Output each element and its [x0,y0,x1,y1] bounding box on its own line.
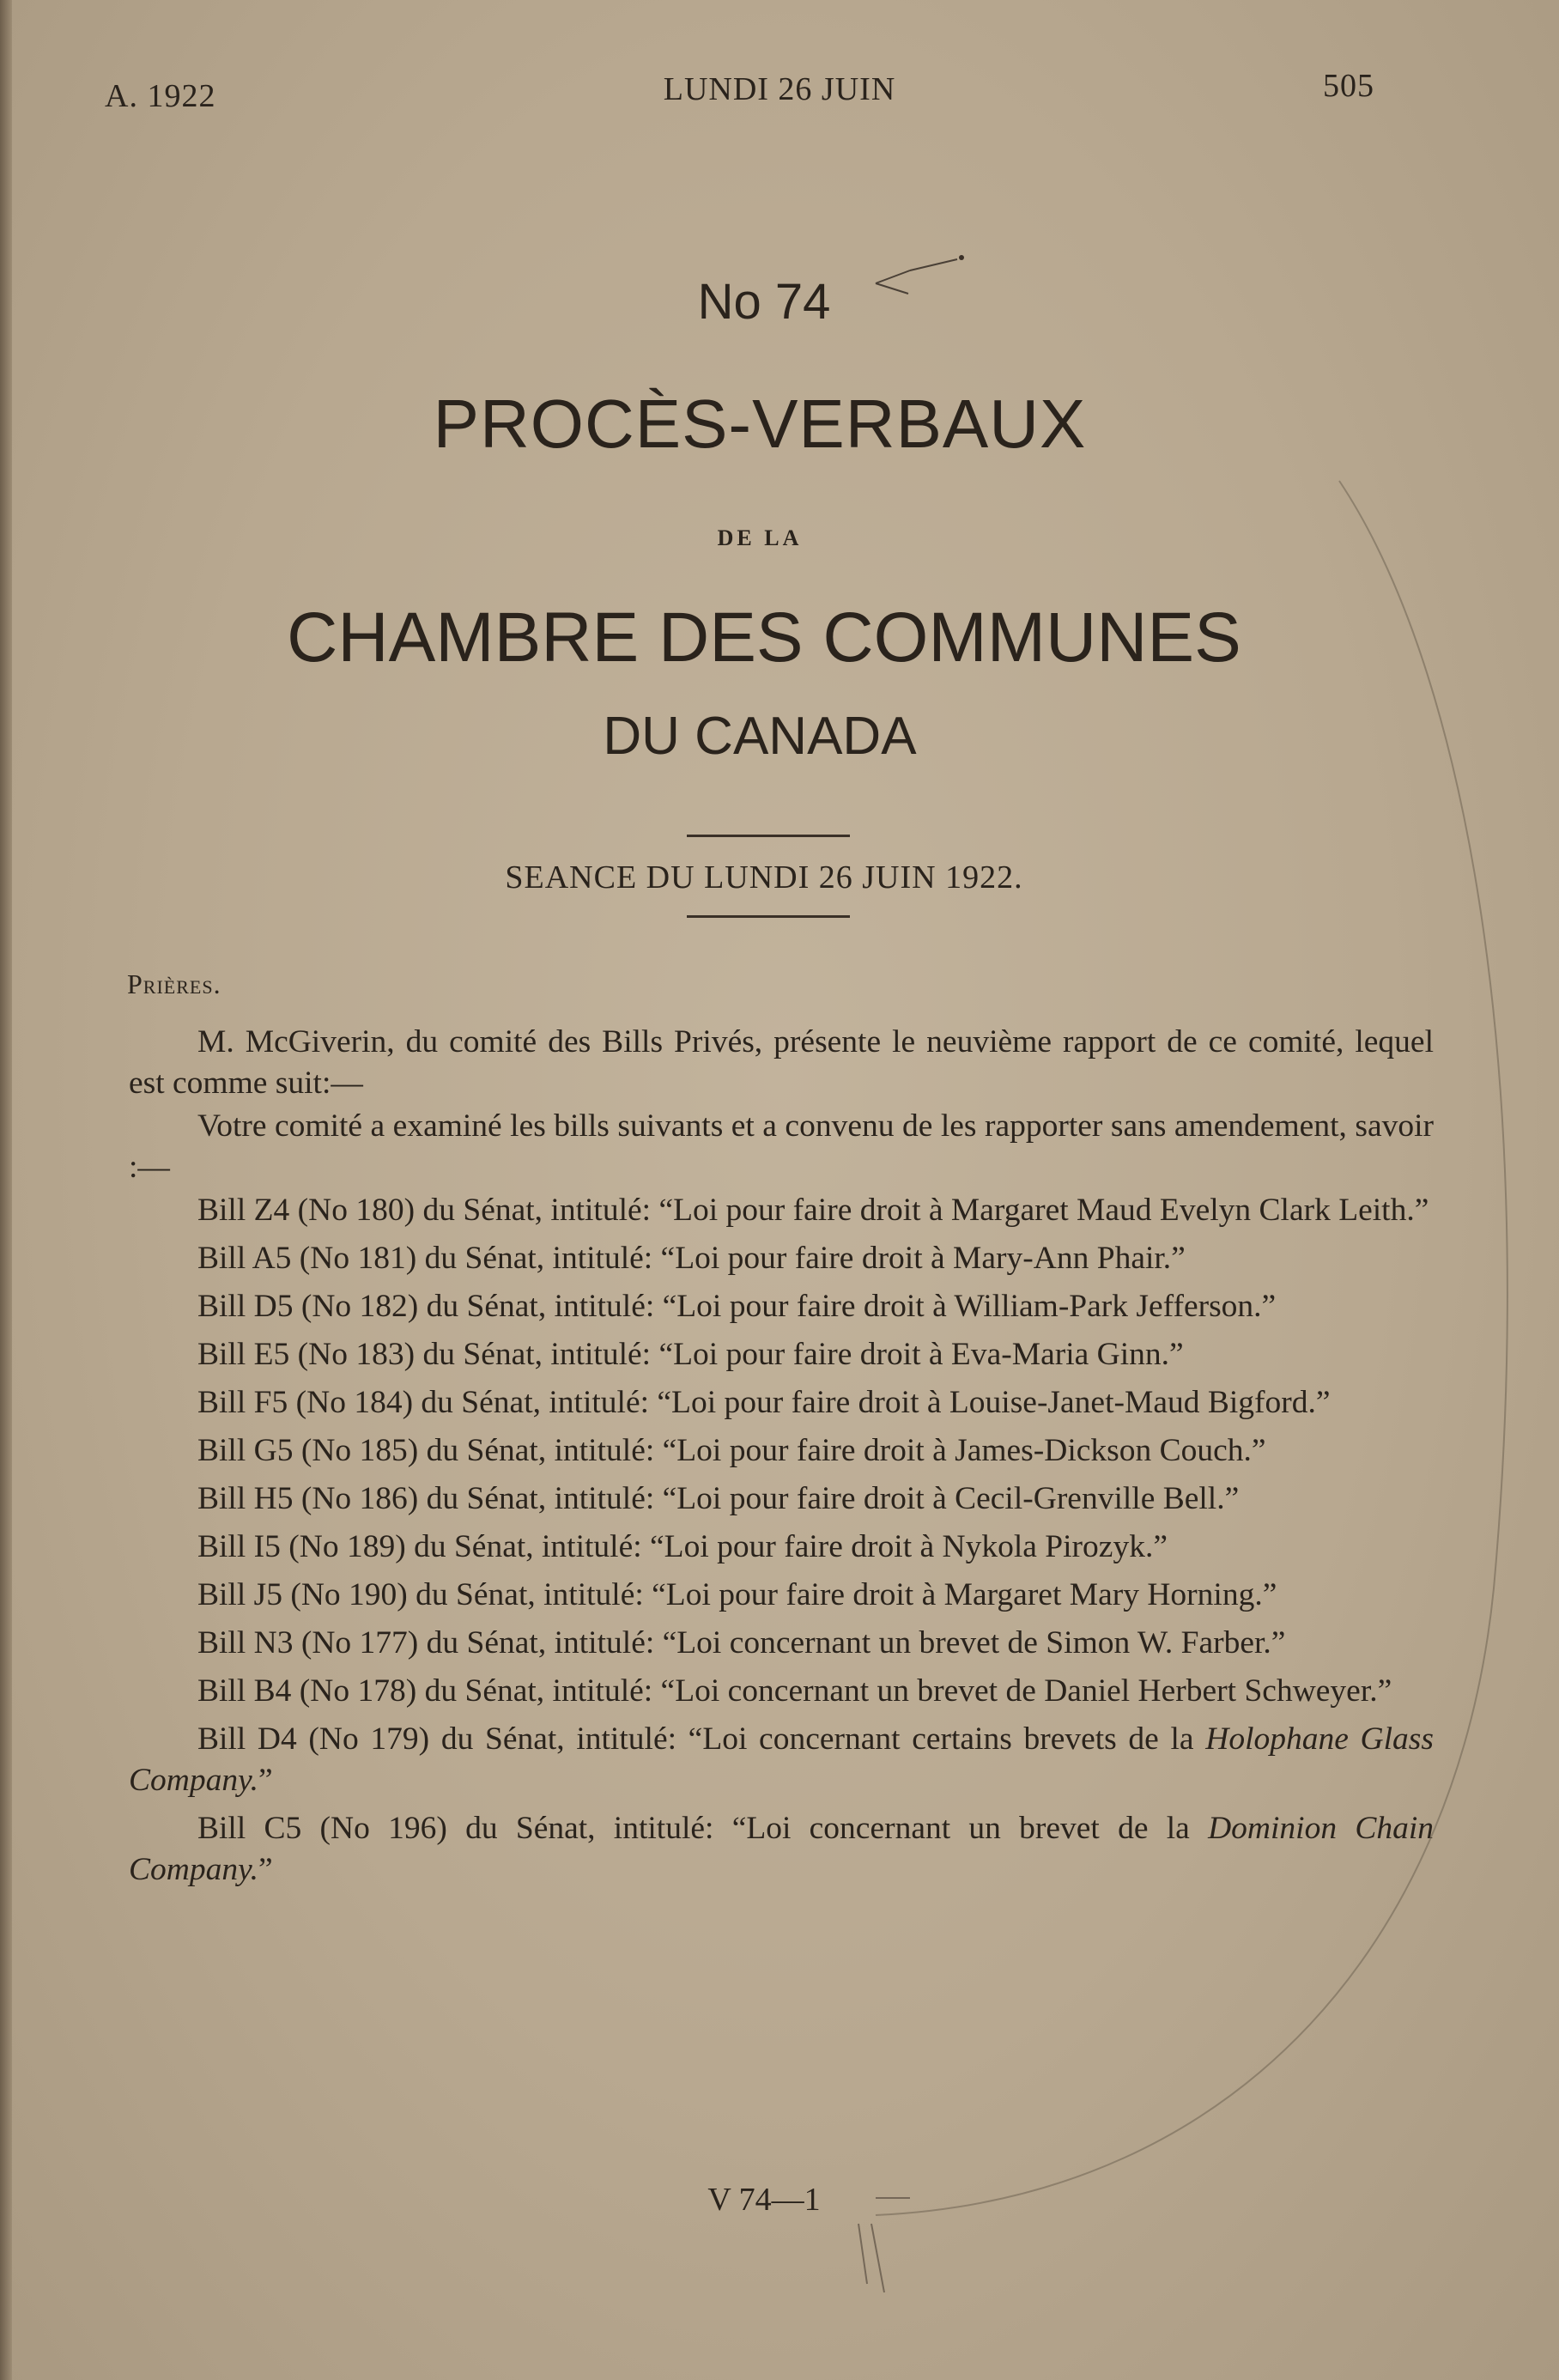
paragraph: Bill A5 (No 181) du Sénat, intitulé: “Loi pour faire droit à Mary-Ann Phair.” [197,1241,1186,1276]
title-proces-verbaux: PROCÈS-VERBAUX [433,386,1087,462]
paragraph: Bill Z4 (No 180) du Sénat, intitulé: “Loi pour faire droit à Margaret Maud Evelyn Clark Leith.” [197,1193,1429,1228]
paragraph: Bill G5 (No 185) du Sénat, intitulé: “Loi pour faire droit à James-Dickson Couch.” [197,1433,1266,1468]
paragraph: Bill F5 (No 184) du Sénat, intitulé: “Loi pour faire droit à Louise-Janet-Maud Bigford.” [197,1385,1331,1420]
company-name: Dominion Chain Company. [129,1811,1434,1887]
page-binding-edge [0,0,12,2380]
paragraph: Bill J5 (No 190) du Sénat, intitulé: “Loi pour faire droit à Margaret Mary Horning.” [197,1577,1277,1612]
paragraph-lead: Bill C5 (No 196) du Sénat, intitulé: “Loi concernant un brevet de la [197,1811,1209,1846]
issue-number: No 74 [697,274,831,330]
title-de-la: DE LA [717,525,803,550]
paragraph: Bill H5 (No 186) du Sénat, intitulé: “Loi pour faire droit à Cecil-Grenville Bell.” [197,1481,1240,1516]
paragraph-tail: ” [258,1763,273,1798]
paragraph: Bill I5 (No 189) du Sénat, intitulé: “Loi pour faire droit à Nykola Pirozyk.” [197,1529,1168,1564]
header-year: A. 1922 [105,78,216,114]
paragraph: Bill B4 (No 178) du Sénat, intitulé: “Loi concernant un brevet de Daniel Herbert Schweyer.” [197,1673,1392,1709]
session-date: SEANCE DU LUNDI 26 JUIN 1922. [505,859,1023,896]
paragraph-lead: Bill D4 (No 179) du Sénat, intitulé: “Loi concernant certains brevets de la [197,1721,1206,1757]
divider-bottom [687,915,850,918]
paragraph [129,1719,1434,1801]
paragraph: Bill E5 (No 183) du Sénat, intitulé: “Loi pour faire droit à Eva-Maria Ginn.” [197,1337,1184,1372]
header-date: LUNDI 26 JUIN [663,71,896,107]
paragraph: Bill N3 (No 177) du Sénat, intitulé: “Loi concernant un brevet de Simon W. Farber.” [197,1625,1286,1661]
paragraph: Votre comité a examiné les bills suivants et a convenu de les rapporter sans amendement, savoir :— [129,1108,1434,1185]
paragraph-tail: ” [258,1852,273,1887]
paragraph [129,1808,1434,1891]
body-text [129,1022,1434,1897]
paragraph: Bill D5 (No 182) du Sénat, intitulé: “Loi pour faire droit à William-Park Jefferson.” [197,1289,1277,1324]
divider-top [687,835,850,837]
pencil-arrow-mark [858,249,979,309]
header-page-number: 505 [1323,68,1374,104]
title-chamber: CHAMBRE DES COMMUNES [287,598,1241,677]
title-country: DU CANADA [603,707,917,766]
section-prayers: Prières. [127,968,221,999]
company-name: Holophane Glass Company. [129,1721,1434,1798]
paragraph: M. McGiverin, du comité des Bills Privés, présente le neuvième rapport de ce comité, lequel est comme suit:— [129,1024,1434,1101]
signature-mark: V 74—1 [707,2182,821,2218]
